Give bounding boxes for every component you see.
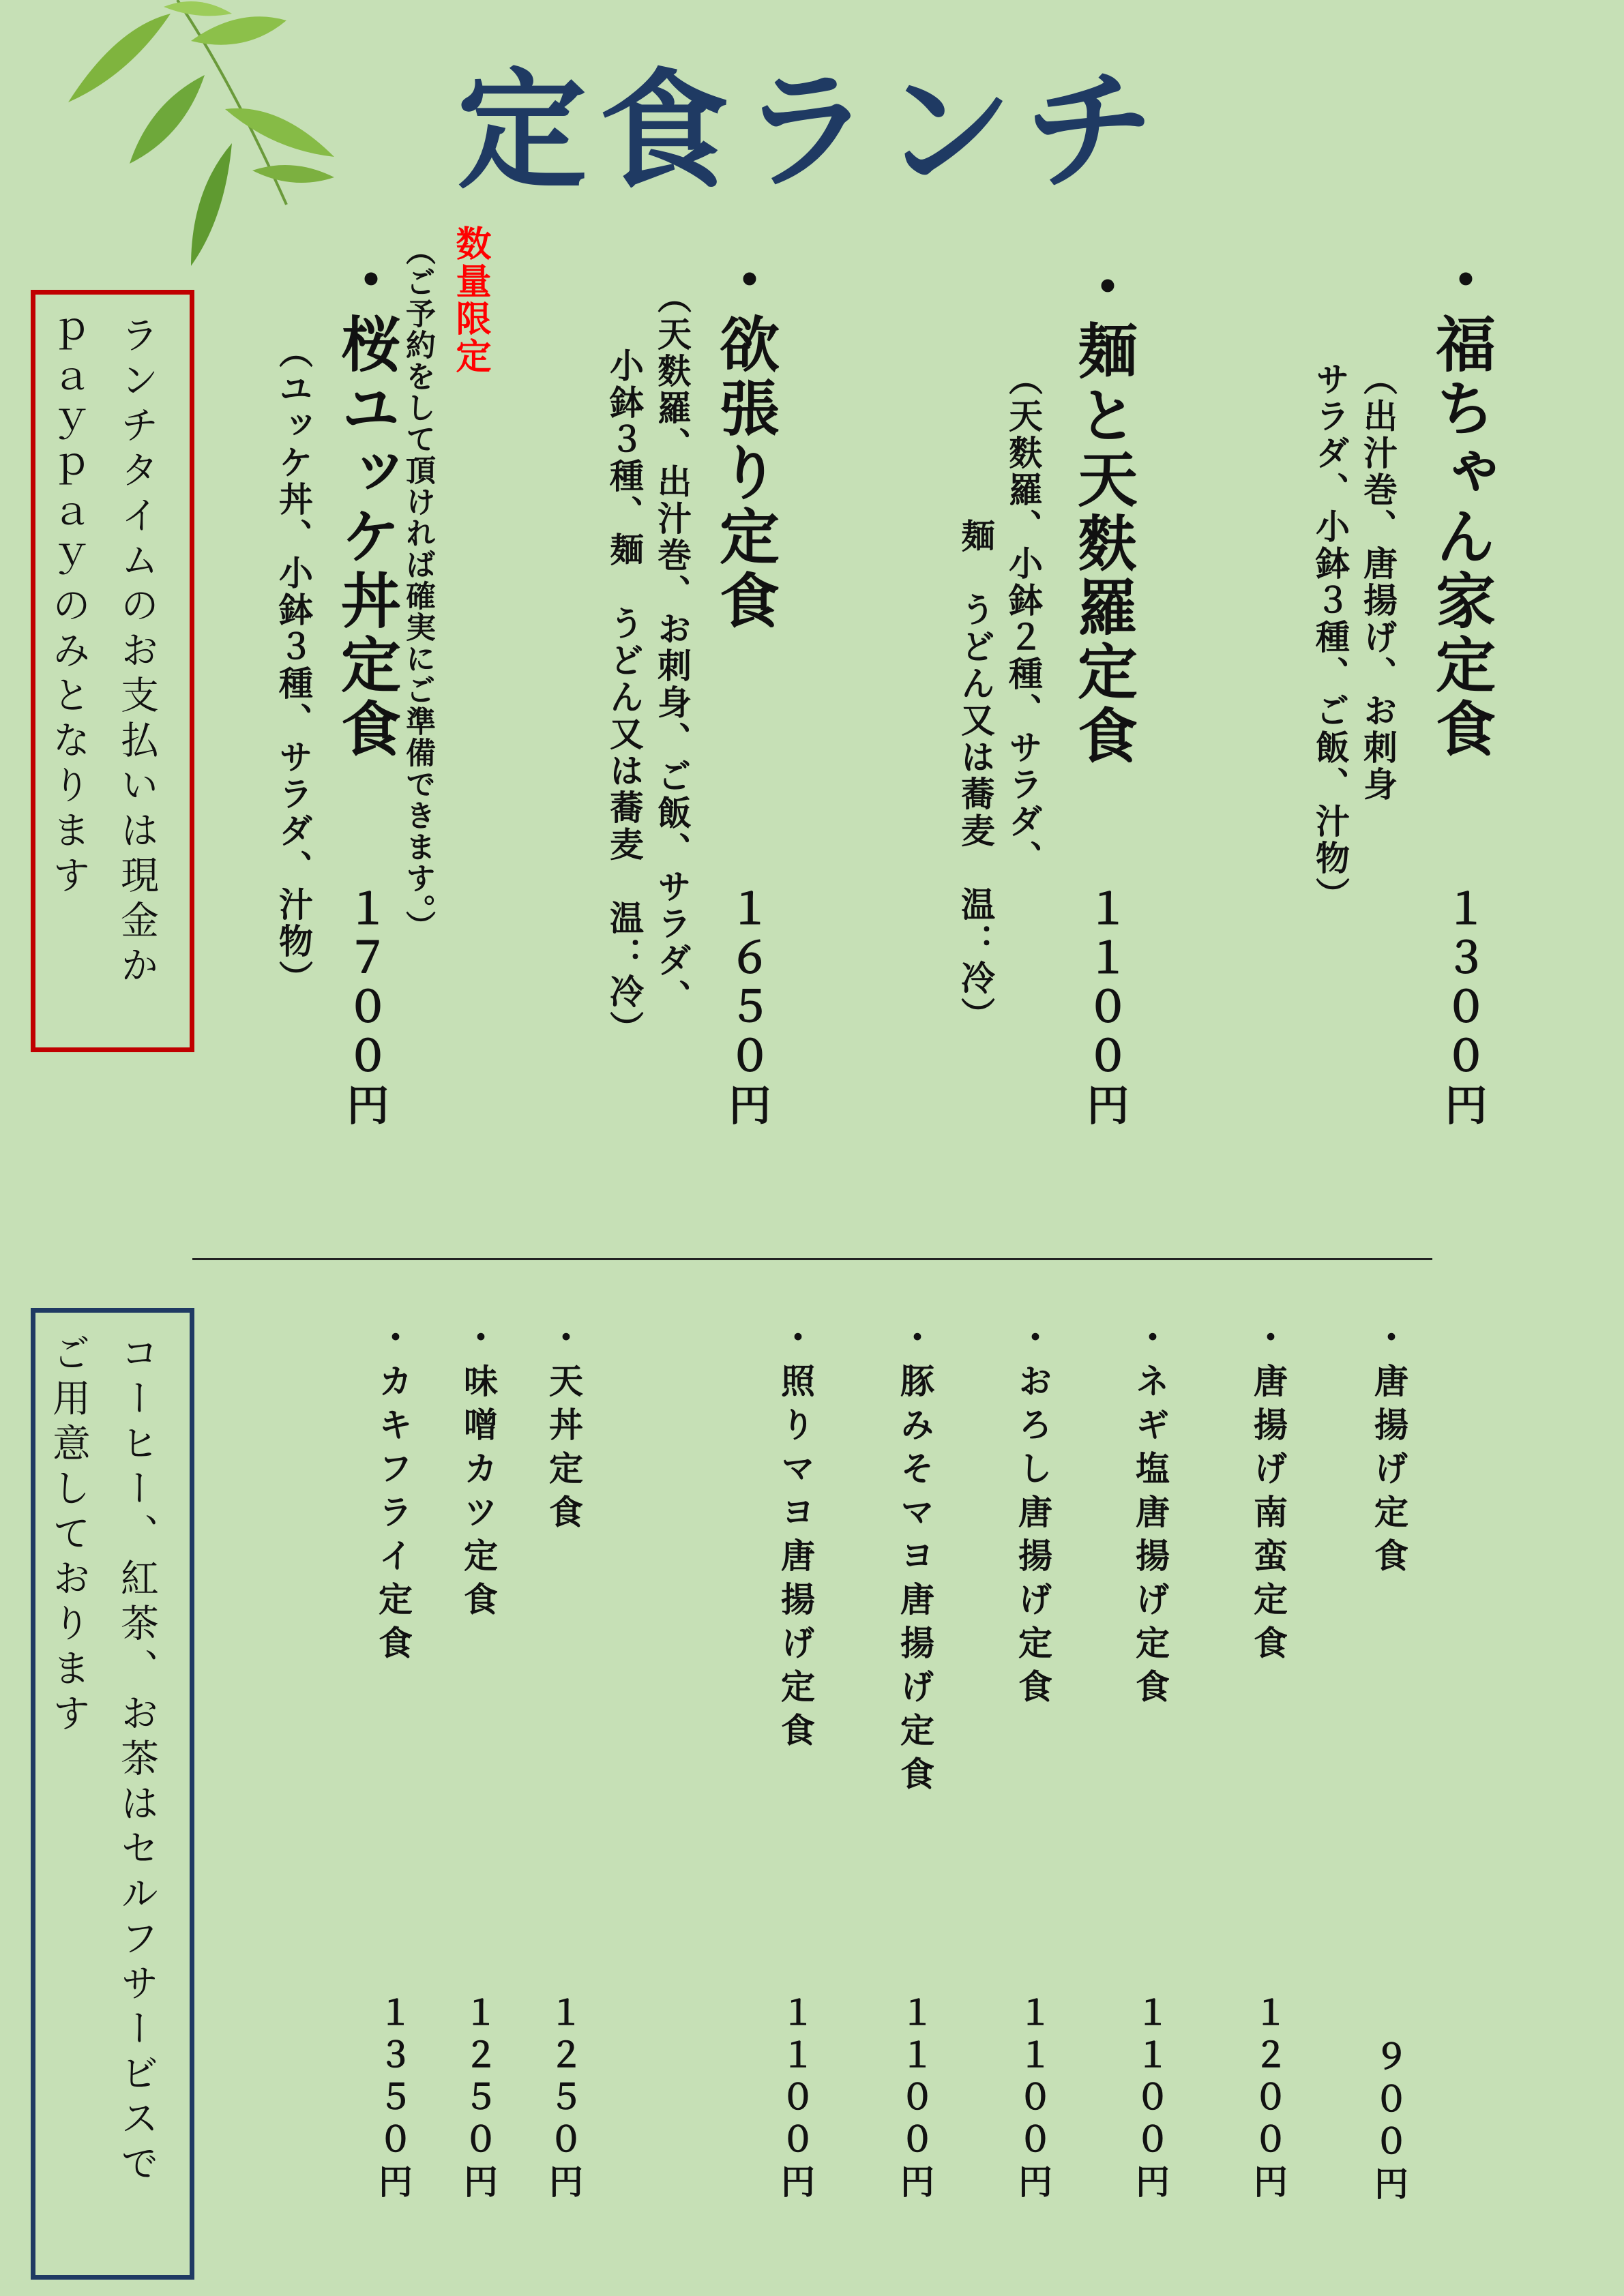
menu-item-details (600, 280, 696, 1166)
menu-item-details (1306, 361, 1402, 1180)
payment-notice-box (31, 290, 194, 1052)
menu-item-name: ・唐揚げ定食 (1369, 1320, 1409, 1581)
menu-item-name: ・おろし唐揚げ定食 (1013, 1320, 1053, 1712)
reservation-note: （ご予約をして頂ければ確実にご準備できます。） (400, 235, 435, 942)
menu-item-detail-line: 小鉢３種、麺 うどん又は蕎麦 温：冷） (604, 348, 645, 1047)
payment-notice-line: ｐａｙｐａｙのみとなります (46, 315, 91, 900)
menu-item-name: ・桜ユッケ丼定食 (331, 249, 402, 762)
menu-item-name: ・唐揚げ南蛮定食 (1248, 1320, 1288, 1669)
menu-item-price: １７００円 (340, 886, 389, 1132)
menu-item-price: １２００円 (1248, 1995, 1288, 2206)
menu-item-details (269, 334, 317, 1152)
menu-item-name: ・豚みそマヨ唐揚げ定食 (895, 1320, 935, 1800)
drink-notice-line: ご用意しております (46, 1333, 91, 1738)
menu-item-price: １１００円 (1130, 1995, 1170, 2206)
menu-item-name: ・ネギ塩唐揚げ定食 (1130, 1320, 1170, 1712)
menu-item-detail-line: （出汁巻、唐揚げ、お刺身 (1358, 361, 1398, 803)
menu-item-name: ・欲張り定食 (710, 249, 781, 633)
menu-item-name: ・味噌カツ定食 (458, 1320, 499, 1625)
menu-item-name: ・照りマヨ唐揚げ定食 (776, 1320, 816, 1756)
menu-item-price: １１００円 (895, 1995, 935, 2206)
menu-item-price: １３５０円 (373, 1995, 413, 2206)
page-title: 定食ランチ (457, 55, 1167, 207)
menu-item-price: １２５０円 (458, 1995, 499, 2206)
drink-notice-text (34, 1333, 171, 2188)
menu-item-detail-line: （天麩羅、小鉢２種、サラダ、 (1003, 361, 1044, 877)
menu-item-name: ・福ちゃん家定食 (1426, 249, 1497, 762)
menu-item-details (951, 361, 1047, 1180)
section-divider (192, 1258, 1432, 1260)
drink-notice-box (31, 1308, 194, 2280)
menu-item-detail-line: 麺 うどん又は蕎麦 温：冷） (956, 518, 996, 1034)
menu-item-price: １２５０円 (544, 1995, 584, 2206)
menu-item-price: １１００円 (776, 1995, 816, 2206)
menu-item-name: ・カキフライ定食 (373, 1320, 413, 1669)
menu-item-detail-line: サラダ、小鉢３種、ご飯、汁物） (1310, 361, 1350, 914)
payment-notice-text (34, 315, 171, 990)
limited-quantity-label: 数量限定 (449, 225, 491, 375)
menu-item-name: ・天丼定食 (544, 1320, 584, 1538)
menu-item-price: １３００円 (1438, 886, 1488, 1132)
payment-notice-line: ランチタイムのお支払いは現金か (115, 315, 159, 990)
menu-item-price: １１００円 (1013, 1995, 1053, 2206)
menu-item-price: ９００円 (1369, 2039, 1409, 2208)
drink-notice-line: コーヒー、紅茶、お茶はセルフサービスで (115, 1333, 159, 2188)
menu-item-detail-line: （ユッケ丼、小鉢３種、サラダ、汁物） (274, 334, 314, 997)
menu-item-detail-line: （天麩羅、出汁巻、お刺身、ご飯、サラダ、 (652, 280, 692, 1016)
menu-item-name: ・麺と天麩羅定食 (1068, 256, 1139, 769)
menu-item-price: １１００円 (1080, 886, 1130, 1132)
menu-item-price: １６５０円 (722, 886, 771, 1132)
